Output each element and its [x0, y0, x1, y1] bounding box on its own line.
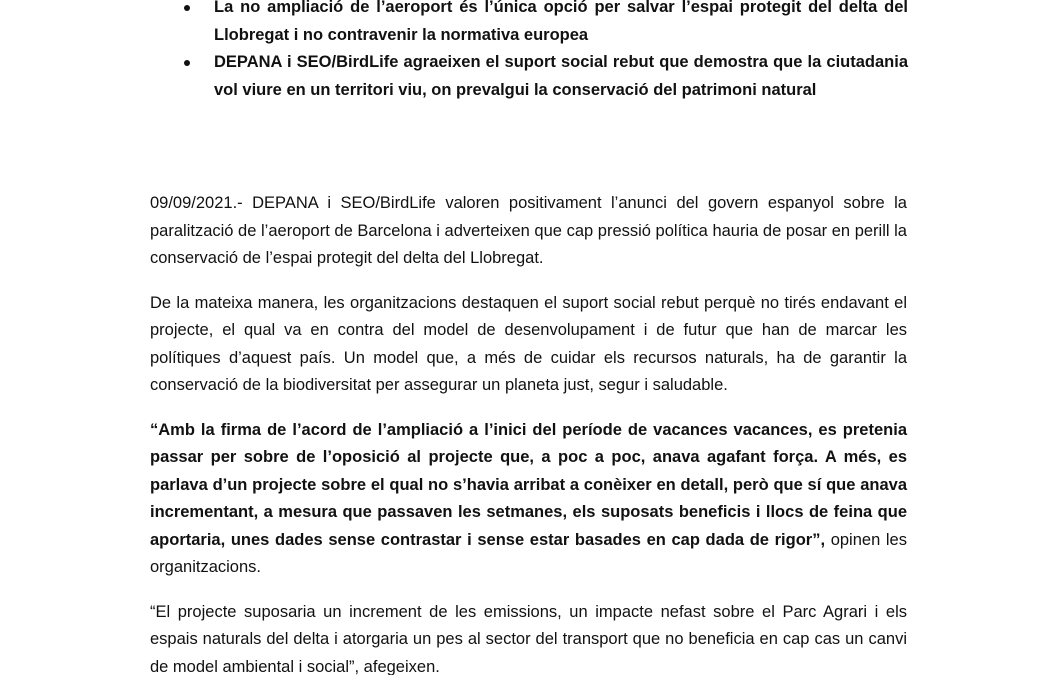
paragraph-quote	[150, 417, 907, 582]
highlight-text: La no ampliació de l’aeroport és l’única opció per salvar l’espai protegit del delta del Llobregat i no contravenir la normativa europea	[214, 0, 908, 44]
paragraph-intro: 09/09/2021.- DEPANA i SEO/BirdLife valoren positivament l’anunci del govern espanyol sobre la paralització de l’aeroport de Barcelona i adverteixen que cap pressió política hauria de posar en perill la conservació de l’espai protegit del delta del Llobregat.	[150, 194, 907, 267]
highlight-bullet	[178, 0, 908, 49]
highlight-bullet	[178, 49, 908, 104]
quote-attribution: opinen les organitzacions.	[150, 530, 907, 576]
bullet-dot-icon	[184, 60, 190, 66]
paragraph-support: De la mateixa manera, les organitzacions destaquen el suport social rebut perquè no tirés endavant el projecte, el qual va en contra del model de desenvolupament i de futur que han de marcar les polítiques d’aquest país. Un model que, a més de cuidar els recursos naturals, ha de garantir la conservació de la biodiversitat per assegurar un planeta just, segur i saludable.	[150, 293, 907, 394]
bullet-dot-icon	[184, 5, 190, 11]
quote-text: “Amb la firma de l’acord de l’ampliació a l’inici del període de vacances vacances, es pretenia passar per sobre de l’oposició al projecte que, a poc a poc, anava agafant força. A més, es parlava d’un projecte sobre el qual no s’havia arribat a conèixer en detall, però que sí que anava incrementant, a mesura que passaven les setmanes, els suposats beneficis i llocs de feina que aportaria, unes dades sense contrastar i sense estar basades en cap dada de rigor”,	[150, 420, 907, 549]
highlights-list	[178, 0, 908, 104]
article-body	[150, 190, 907, 675]
paragraph-impact: “El projecte suposaria un increment de les emissions, un impacte nefast sobre el Parc Agrari i els espais naturals del delta i atorgaria un pes al sector del transport que no beneficia en cap cas un canvi de model ambiental i social”, afegeixen.	[150, 602, 907, 675]
highlight-text: DEPANA i SEO/BirdLife agraeixen el suport social rebut que demostra que la ciutadania vol viure en un territori viu, on prevalgui la conservació del patrimoni natural	[214, 53, 908, 99]
